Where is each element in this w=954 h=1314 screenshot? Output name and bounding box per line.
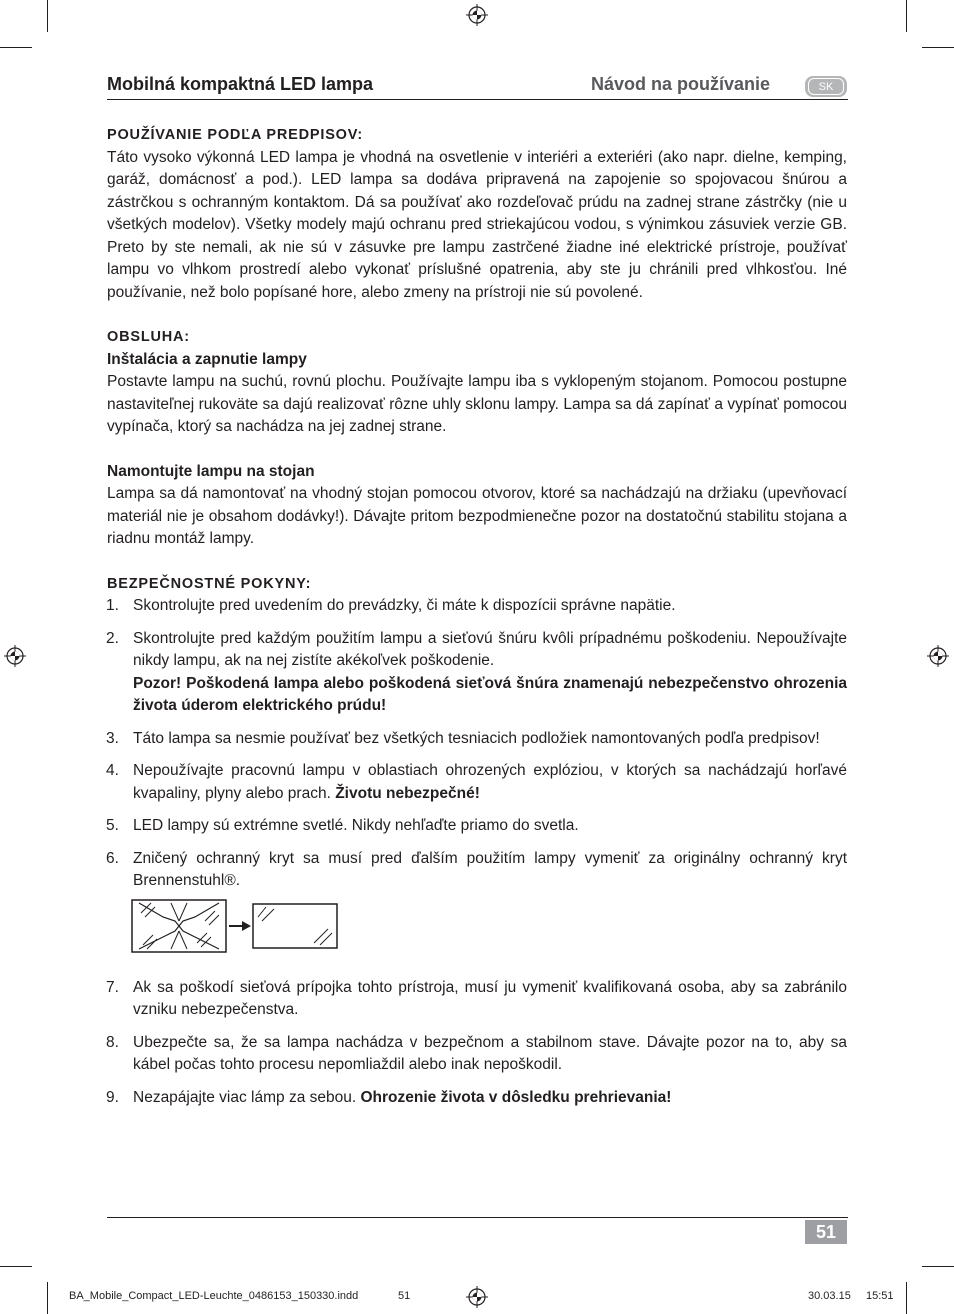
crop-mark: [0, 1266, 32, 1267]
slug-file-name: BA_Mobile_Compact_LED-Leuchte_0486153_150330.indd: [69, 1290, 359, 1302]
install-text: Postavte lampu na suchú, rovnú plochu. Používajte lampu iba s vyklopeným stojanom. Pomocou postupne nastaviteľnej rukoväte sa dajú realizovať rôzne uhly sklonu lampy. Lampa sa dá zapínať a vypínať pomocou vypínača, ktorý sa nachádza na jej zadnej strane.: [107, 373, 847, 435]
install-subheading: Inštalácia a zapnutie lampy: [107, 350, 307, 368]
item-number: 5.: [106, 817, 119, 834]
item-text: Skontrolujte pred uvedením do prevádzky, či máte k dispozícii správne napätie.: [133, 597, 676, 614]
item-text: Zničený ochranný kryt sa musí pred ďalším použitím lampy vymeniť za originálny ochranný kryt Brennenstuhl®.: [133, 849, 847, 889]
section-heading-intended-use: POUŽÍVANIE PODĽA PREDPISOV:: [107, 127, 364, 143]
item-number: 4.: [106, 762, 119, 779]
manual-title: Návod na používanie: [591, 74, 771, 94]
slug-page-number: 51: [398, 1290, 411, 1302]
language-code: SK: [808, 78, 844, 95]
item-number: 6.: [106, 849, 119, 867]
registration-mark-icon: [927, 645, 949, 667]
item-text: Táto lampa sa nesmie používať bez všetkých tesniacich podložiek namontovaných podľa predpisov!: [133, 729, 820, 747]
mount-subheading: Namontujte lampu na stojan: [107, 462, 315, 480]
item-number: 8.: [106, 1033, 119, 1051]
registration-mark-icon: [466, 1286, 488, 1308]
section-heading-operation: OBSLUHA:: [107, 329, 190, 345]
crop-mark: [47, 0, 48, 32]
item-text: Nezapájajte viac lámp za sebou.: [133, 1088, 361, 1106]
crop-mark: [906, 0, 907, 32]
intended-use-text: Táto vysoko výkonná LED lampa je vhodná na osvetlenie v interiéri a exteriéri (ako napr. dielne, kemping, garáž, domácnosť a pod.). LED lampa sa dodáva pripravená na zapojenie so spojovacou šnúrou a zástrčkou s ochranným kontaktom. Dá sa používať ako rozdeľovač prúdu na zadnej strane zástrčky (nie u všetkých modelov). Všetky modely majú ochranu pred striekajúcou vodou, s výnimkou zásuviek verzie GB. Preto by ste nemali, ak nie sú v zásuvke pre lampu zastrčené žiadne iné elektrické prístroje, používať lampu vo vlhkom prostredí alebo vykonať príslušné opatrenia, aby ste ju chránili pred vlhkosťou. Iné používanie, než bolo popísané hore, alebo zmeny na prístroji nie sú povolené.: [107, 148, 847, 301]
crop-mark: [47, 1282, 48, 1314]
product-title: Mobilná kompaktná LED lampa: [107, 74, 374, 94]
section-heading-safety: BEZPEČNOSTNÉ POKYNY:: [107, 575, 312, 592]
slug-date: 30.03.15: [808, 1290, 851, 1302]
item-number: 7.: [106, 978, 119, 996]
item-text: Nepoužívajte pracovnú lampu v oblastiach ohrozených explóziou, v ktorých sa nachádzajú horľavé kvapaliny, plyny alebo prach.: [133, 762, 847, 802]
safety-item: [107, 815, 847, 838]
safety-list-continued: [107, 977, 847, 1110]
item-text: LED lampy sú extrémne svetlé. Nikdy nehľaďte priamo do svetla.: [133, 817, 579, 834]
safety-list: [107, 595, 847, 893]
safety-item: [107, 760, 847, 805]
registration-mark-icon: [4, 645, 26, 667]
safety-item: [107, 628, 847, 718]
item-warning: Životu nebezpečné!: [335, 784, 480, 802]
cracked-cover-icon: [131, 899, 227, 953]
item-text: Ubezpečte sa, že sa lampa nachádza v bezpečnom a stabilnom stave. Dávajte pozor na to, aby sa kábel počas tohto procesu nepomliaždil alebo inak nepoškodil.: [133, 1033, 847, 1073]
item-text: Ak sa poškodí sieťová prípojka tohto prístroja, musí ju vymeniť kvalifikovaná osoba, aby sa zabránilo vzniku nebezpečenstva.: [133, 978, 847, 1018]
cover-replacement-figure: [131, 899, 847, 957]
item-number: 9.: [106, 1088, 119, 1106]
language-badge: [805, 76, 847, 97]
item-number: 2.: [106, 629, 119, 647]
registration-mark-icon: [466, 4, 488, 26]
safety-item: [107, 848, 847, 893]
item-warning: Ohrozenie života v dôsledku prehrievania!: [360, 1088, 672, 1106]
crop-mark: [922, 47, 954, 48]
item-text: Skontrolujte pred každým použitím lampu a sieťovú šnúru kvôli prípadnému poškodeniu. Nepoužívajte nikdy lampu, ak na nej zistíte akékoľvek poškodenie.: [133, 629, 847, 669]
crop-mark: [0, 47, 32, 48]
slug-time: 15:51: [866, 1290, 894, 1302]
item-number: 1.: [106, 597, 119, 614]
item-number: 3.: [106, 729, 119, 747]
crop-mark: [906, 1282, 907, 1314]
item-warning: Pozor! Poškodená lampa alebo poškodená sieťová šnúra znamenajú nebezpečenstvo ohrozenia života úderom elektrického prúdu!: [133, 674, 847, 714]
arrow-right-icon: [228, 920, 252, 932]
mount-text: Lampa sa dá namontovať na vhodný stojan pomocou otvorov, ktoré sa nachádzajú na držiaku (upevňovací materiál nie je obsahom dodávky!). Dávajte pritom bezpodmienečne pozor na dostatočnú stabilitu stojana a riadnu montáž lampy.: [107, 485, 847, 547]
safety-item: [107, 595, 847, 618]
footer-divider: [107, 1217, 848, 1218]
page-number: 51: [805, 1220, 847, 1244]
safety-item: [107, 1032, 847, 1077]
crop-mark: [922, 1266, 954, 1267]
safety-item: [107, 728, 847, 751]
safety-item: [107, 1087, 847, 1110]
header-divider: [107, 99, 848, 100]
new-cover-icon: [252, 903, 338, 949]
page-content: [107, 124, 847, 1119]
safety-item: [107, 977, 847, 1022]
